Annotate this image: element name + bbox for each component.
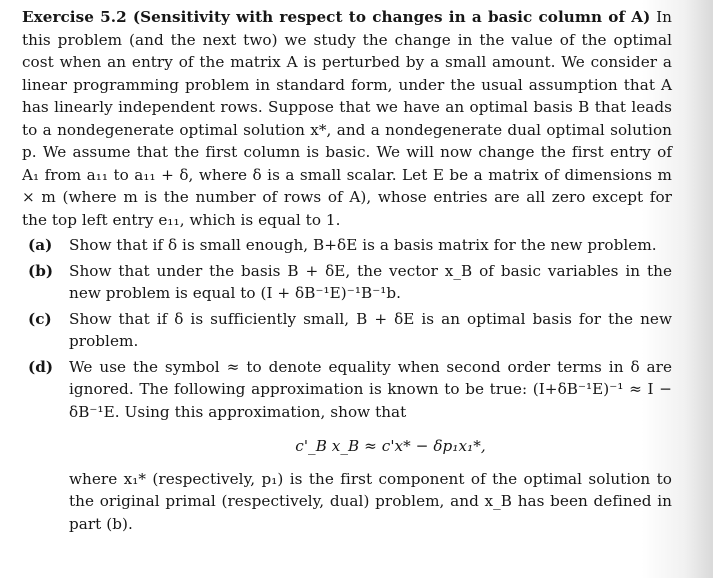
part-d-after-text: where x₁* (respectively, p₁) is the first component of the optimal solution to the original primal (respectively, dual) problem, and x_B has been defined in part (b). — [69, 469, 672, 533]
exercise-parts — [22, 234, 672, 535]
part-a-text: Show that if δ is small enough, B+δE is a basis matrix for the new problem. — [69, 236, 657, 254]
exercise-paragraph — [22, 6, 672, 231]
part-a-label: (a) — [28, 236, 53, 254]
exercise-block — [22, 6, 672, 535]
part-b — [22, 260, 672, 305]
part-d-label: (d) — [28, 357, 54, 376]
exercise-intro: In this problem (and the next two) we study the change in the value of the optimal cost when an entry of the matrix A is perturbed by a small amount. We consider a linear programming problem in standard form, under the usual assumption that A has linearly independent rows. Suppose that we have an optimal basis B that leads to a nondegenerate optimal solution x*, and a nondegenerate dual optimal solution p. We assume that the first column is basic. We will now change the first entry of A₁ from a₁₁ to a₁₁ + δ, where δ is a small scalar. Let E be a matrix of dimensions m × m (where m is the number of rows of A), whose entries are all zero except for the top left entry e₁₁, which is equal to 1. — [22, 8, 672, 229]
part-c-text: Show that if δ is sufficiently small, B + δE is an optimal basis for the new problem. — [69, 309, 672, 350]
part-d-text: We use the symbol ≈ to denote equality when second order terms in δ are ignored. The following approximation is known to be true: (I+δB⁻¹E)⁻¹ ≈ I − δB⁻¹E. Using this approximation, show that — [69, 357, 672, 421]
part-c — [22, 308, 672, 353]
part-d — [22, 356, 672, 536]
part-b-text: Show that under the basis B + δE, the vector x_B of basic variables in the new problem is equal to (I + δB⁻¹E)⁻¹B⁻¹b. — [69, 261, 672, 302]
part-a — [22, 234, 672, 257]
part-b-label: (b) — [28, 261, 54, 280]
part-c-label: (c) — [28, 309, 52, 328]
exercise-title: Exercise 5.2 (Sensitivity with respect to changes in a basic column of A) — [22, 8, 651, 26]
display-equation: c'_B x_B ≈ c'x* − δp₁x₁*, — [295, 437, 486, 455]
